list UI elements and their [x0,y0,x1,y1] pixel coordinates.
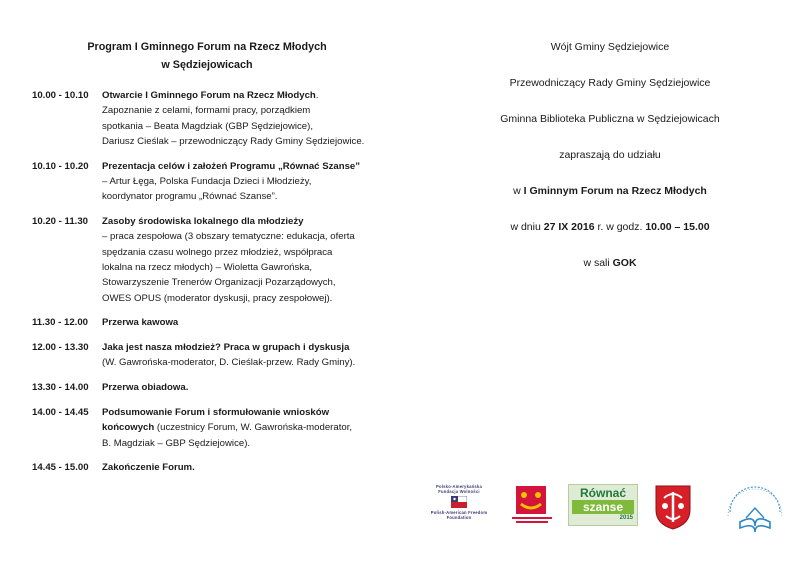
rownac-line1: Równać [579,486,626,500]
program-title-line1: Program I Gminnego Forum na Rzecz Młodych [87,41,327,53]
invitation-host-3: Gminna Biblioteka Publiczna w Sędziejowicach [500,113,720,125]
agenda-line: Stowarzyszenie Trenerów Organizacji Pozarządowych, [102,277,336,289]
invitation-invite: zapraszają do udziału [559,149,661,161]
agenda-title: Zasoby środowiska lokalnego dla młodzieży [102,216,304,228]
sponsor-logos [426,478,792,538]
agenda-title: Otwarcie I Gminnego Forum na Rzecz Młodych [102,90,316,101]
invitation-time-value: 10.00 – 15.00 [645,221,710,233]
pafw-logo-bottom-text: Polish-American Freedom Foundation [430,510,488,520]
agenda-title: Przerwa kawowa [102,317,179,329]
agenda-line: lokalna na rzecz młodych) – Wioletta Gawrońska, [102,261,313,273]
agenda-line: – Artur Łęga, Polska Fundacja Dzieci i Młodzieży, [102,175,312,187]
agenda-item [32,159,372,205]
program-title-line2: w Sędziejowicach [161,59,253,71]
invitation-event-prefix: w [513,185,524,197]
coat-of-arms-logo [654,484,692,530]
program-column [32,38,372,485]
agenda-title-suffix: (uczestnicy Forum, W. Gawrońska-moderator, [154,422,353,434]
agenda-desc [102,405,372,451]
agenda-time: 10.10 - 10.20 [32,160,89,172]
agenda-list [32,88,372,476]
invitation-date-mid: r. w godz. [594,221,646,233]
agenda-line: Dariusz Cieślak – przewodniczący Rady Gminy Sędziejowice. [102,135,365,147]
agenda-title: Podsumowanie Forum i sformułowanie wniosków [102,407,330,419]
agenda-item [32,88,372,149]
pafw-logo [426,484,492,530]
rownac-year: 2015 [619,515,633,521]
agenda-desc [102,88,372,149]
agenda-item [32,214,372,306]
agenda-desc [102,315,372,330]
agenda-line: B. Magdziak – GBP Sędziejowice). [102,437,251,449]
agenda-item [32,340,372,371]
invitation-host-2: Przewodniczący Rady Gminy Sędziejowice [509,77,711,89]
program-title [42,38,372,74]
invitation-date-value: 27 IX 2016 [543,221,595,233]
invitation-column [410,38,800,290]
agenda-title: Jaka jest nasza młodzież? Praca w grupach i dyskusja [102,342,350,354]
agenda-item [32,405,372,451]
agenda-time: 11.30 - 12.00 [32,317,89,329]
pfdm-logo [508,484,556,528]
agenda-title: Przerwa obiadowa. [102,382,189,394]
agenda-item [32,380,372,395]
agenda-item [32,315,372,330]
coat-of-arms-icon [654,484,692,530]
agenda-desc [102,340,372,371]
agenda-line: koordynator programu „Równać Szanse”. [102,191,278,203]
pafw-logo-top-text: Polsko-Amerykańska Fundacja Wolności [436,484,482,494]
agenda-line: Zapoznanie z celami, formami pracy, porządkiem [102,105,311,117]
agenda-title: Zakończenie Forum. [102,462,195,474]
invitation-date-prefix: w dniu [510,221,544,233]
library-book-icon [722,482,788,536]
agenda-desc [102,460,372,475]
agenda-line: spędzania czasu wolnego przez młodzież, współpraca [102,246,333,258]
agenda-title-cont: końcowych [102,422,155,434]
rownac-line2: szanse [572,500,634,514]
invitation-venue-name: GOK [612,257,637,269]
invitation-venue [410,254,800,290]
invitation-event [410,182,800,218]
agenda-time: 10.20 - 11.30 [32,216,89,228]
agenda-desc [102,380,372,395]
agenda-title-suffix: . [315,90,319,101]
agenda-desc [102,214,372,306]
rownac-szanse-logo [568,484,638,526]
flag-icon [451,496,467,508]
invitation-event-name: I Gminnym Forum na Rzecz Młodych [523,185,707,197]
agenda-title: Prezentacja celów i założeń Programu „Równać Szanse” [102,160,361,172]
agenda-line: (W. Gawrońska-moderator, D. Cieślak-przew. Rady Gminy). [102,357,356,369]
agenda-line: OWES OPUS (moderator dyskusji, pracy zespołowej). [102,292,333,304]
invitation-date [410,218,800,254]
agenda-time: 14.45 - 15.00 [32,462,89,474]
agenda-time: 13.30 - 14.00 [32,382,89,394]
invitation-venue-prefix: w sali [583,257,613,269]
invitation-host-1: Wójt Gminy Sędziejowice [550,41,670,53]
agenda-item [32,460,372,475]
pfdm-mark-icon [508,484,556,528]
agenda-time: 12.00 - 13.30 [32,342,89,354]
agenda-time: 10.00 - 10.10 [32,90,89,101]
agenda-line: – praca zespołowa (3 obszary tematyczne: edukacja, oferta [102,231,355,243]
agenda-time: 14.00 - 14.45 [32,407,89,419]
agenda-desc [102,159,372,205]
agenda-line: spotkania – Beata Magdziak (GBP Sędziejowice), [102,120,313,132]
gbp-logo [722,482,788,536]
